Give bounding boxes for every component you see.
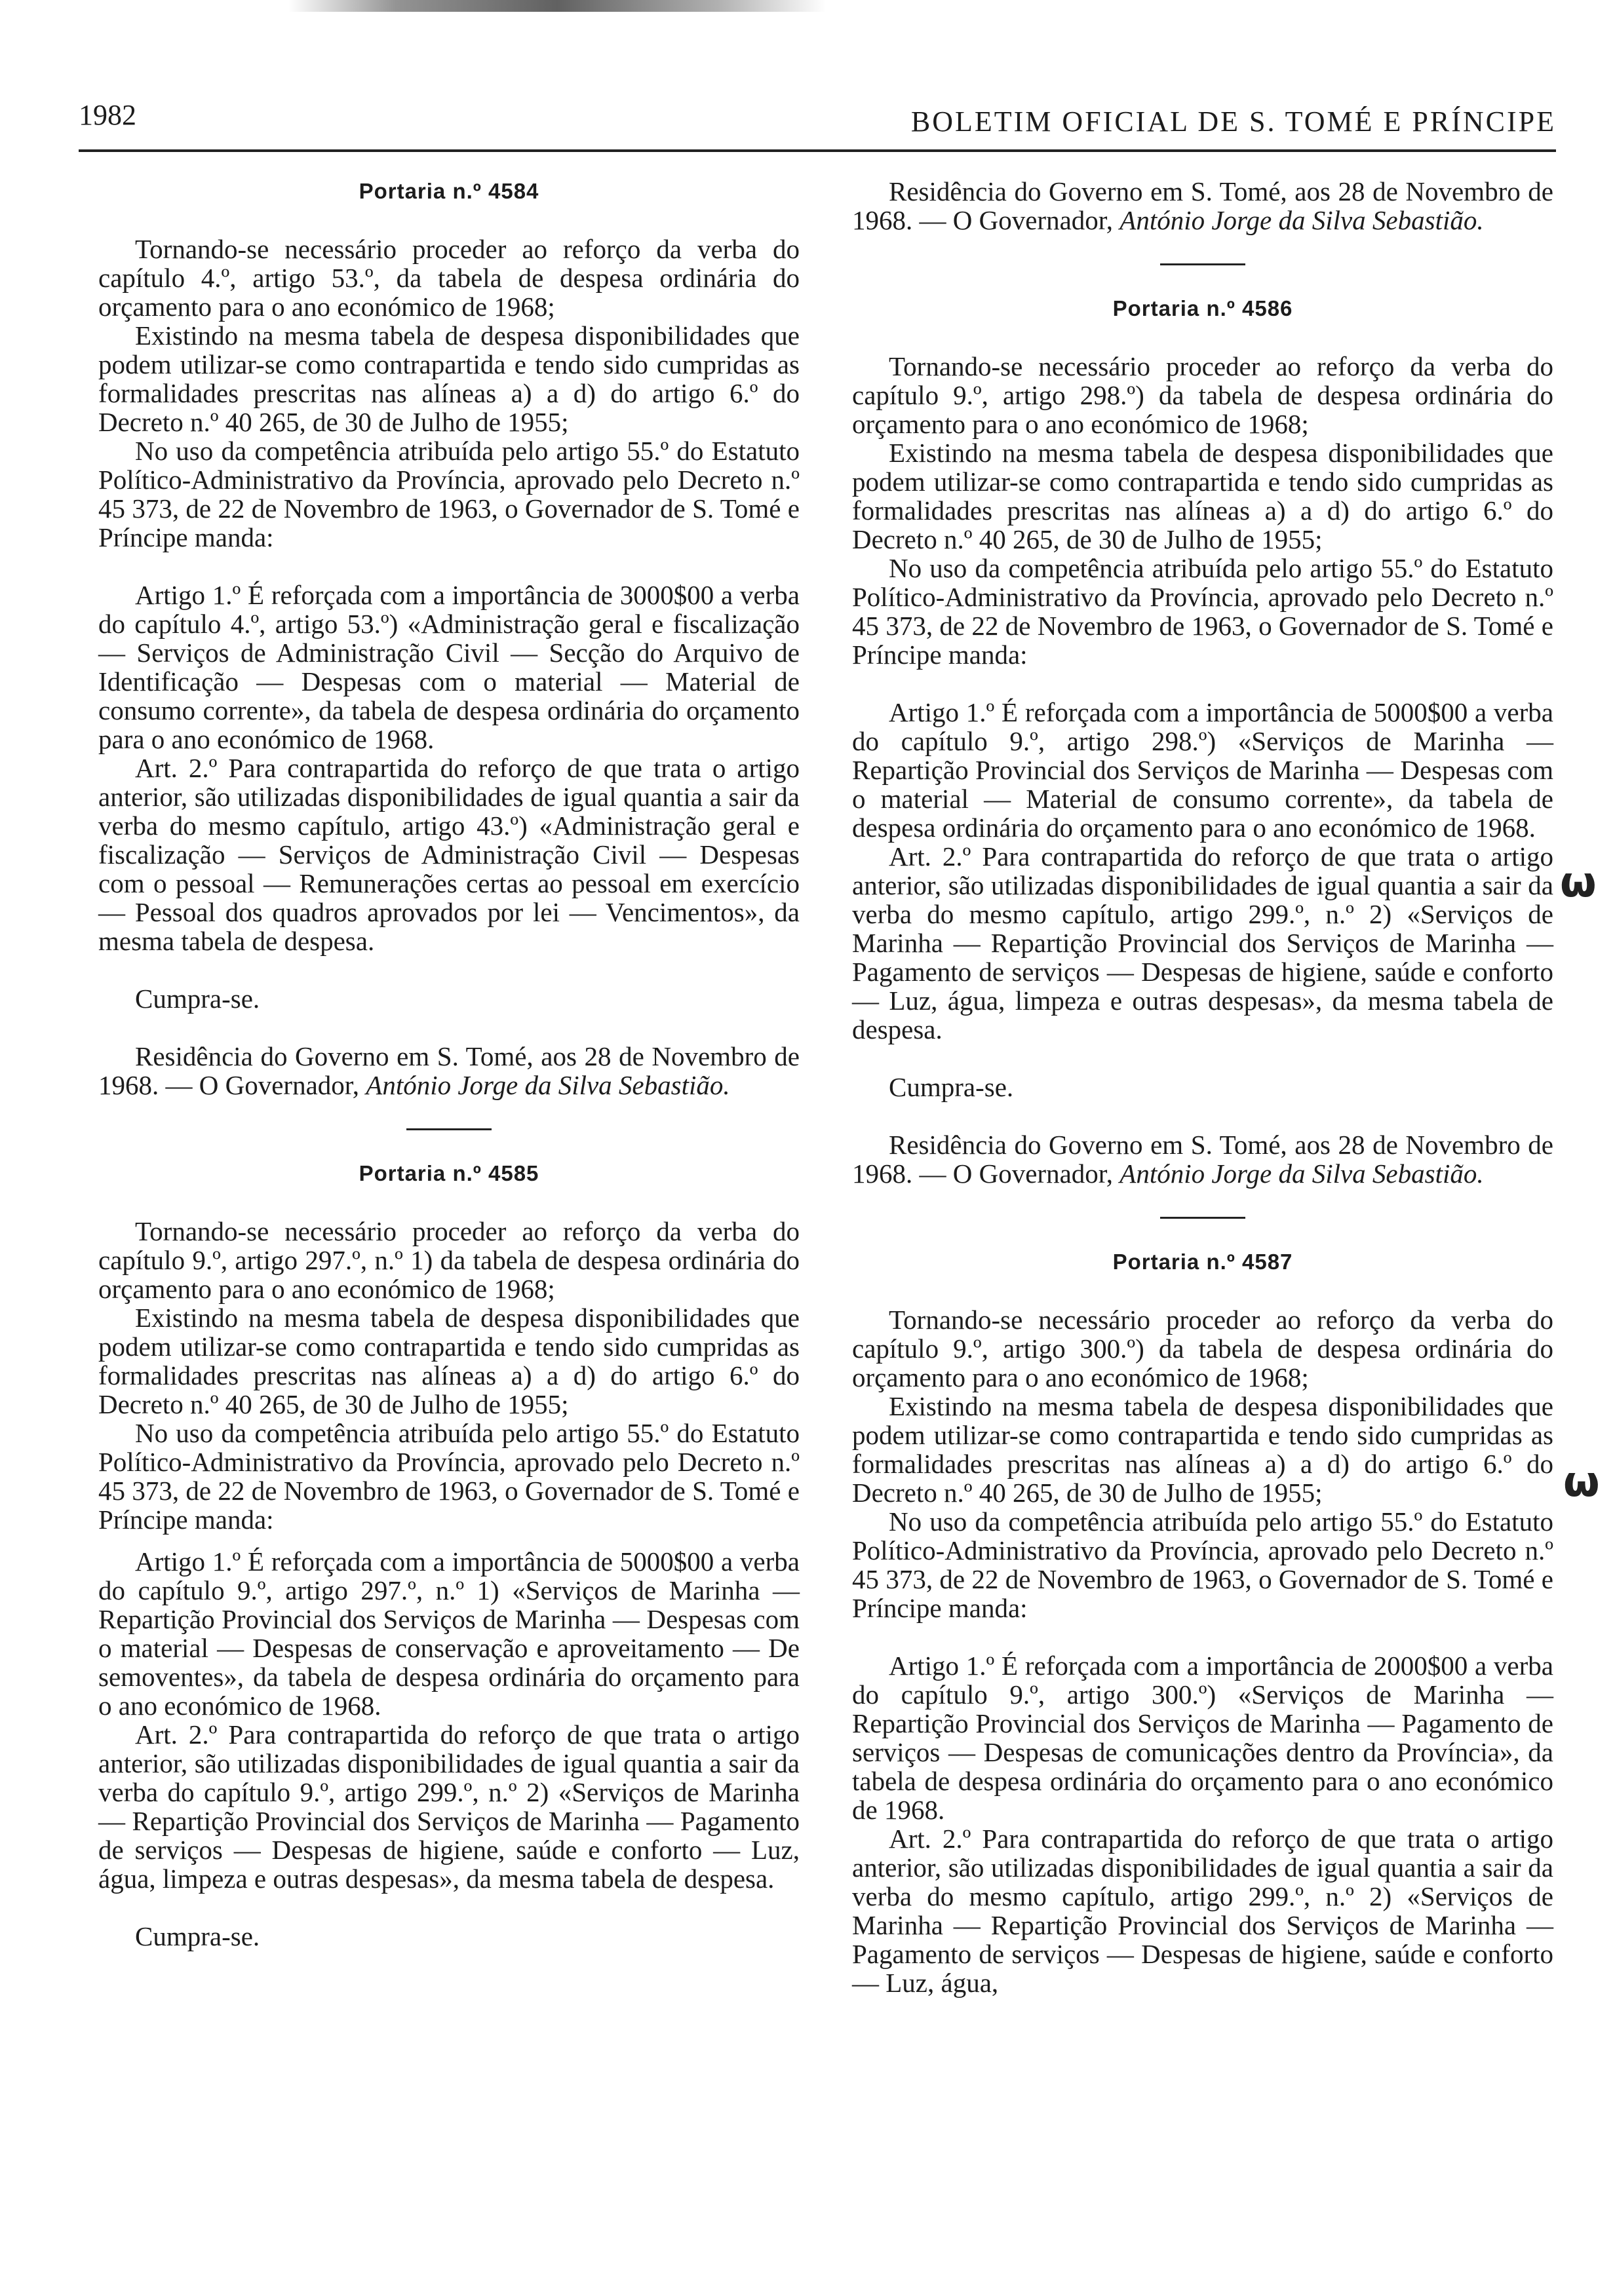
portaria-4587-article-2: Art. 2.º Para contrapartida do reforço de que trata o artigo anterior, são utilizadas disponibilidades de igual quantia a sair da verba do mesmo capítulo, artigo 299.º, n.º 2) «Serviços de Marinha — Repartição Provincial dos Serviços de Marinha — Pagamento de serviços — Despesas de higiene, saúde e conforto — Luz, água, — [852, 1824, 1553, 1998]
portaria-4585-title: Portaria n.º 4585 — [359, 1161, 539, 1185]
page-number: 1982 — [79, 99, 136, 131]
portaria-4584-title: Portaria n.º 4584 — [359, 179, 539, 203]
portaria-4584-closing-cont — [852, 177, 1553, 235]
governor-signature: António Jorge da Silva Sebastião. — [1119, 205, 1484, 235]
scan-artifact — [288, 0, 826, 12]
closing-text: Residência do Governo em S. Tomé, aos 28 de Novembro de 1968. — O Governador, — [852, 176, 1553, 235]
portaria-4587-article-1: Artigo 1.º É reforçada com a importância de 2000$00 a verba do capítulo 9.º, artigo 300.º) «Serviços de Marinha — Repartição Provincial dos Serviços de Marinha — Pagamento de serviços — Despesas de comunicações dentro da Província», da tabela de despesa ordinária do orçamento para o ano económico de 1968. — [852, 1651, 1553, 1825]
handwritten-margin-mark: ω — [1560, 858, 1597, 907]
portaria-4587-preamble-2: Existindo na mesma tabela de despesa disponibilidades que podem utilizar-se como contrapartida e tendo sido cumpridas as formalidades prescritas nas alíneas a) a d) do artigo 6.º do Decreto n.º 40 265, de 30 de Julho de 1955; — [852, 1391, 1553, 1508]
portaria-4587-title: Portaria n.º 4587 — [1112, 1250, 1293, 1274]
section-divider — [1160, 263, 1245, 265]
section-divider — [1160, 1217, 1245, 1219]
left-column — [98, 177, 800, 1951]
portaria-4584-article-1: Artigo 1.º É reforçada com a importância de 3000$00 a verba do capítulo 4.º, artigo 53.º) «Administração geral e fiscalização — Serviços de Administração Civil — Secção do Arquivo de Identificação — Despesas com o material — Material de consumo corrente», da tabela de despesa ordinária do orçamento para o ano económico de 1968. — [98, 580, 800, 754]
header-divider — [79, 149, 1556, 152]
handwritten-margin-mark: ω — [1563, 1458, 1600, 1506]
portaria-4585-article-2: Art. 2.º Para contrapartida do reforço de que trata o artigo anterior, são utilizadas disponibilidades de igual quantia a sair da verba do capítulo 9.º, artigo 299.º, n.º 2) «Serviços de Marinha — Repartição Provincial dos Serviços de Marinha — Pagamento de serviços — Despesas de higiene, saúde e conforto — Luz, água, limpeza e outras despesas», da mesma tabela de despesa. — [98, 1719, 800, 1894]
closing-text: Residência do Governo em S. Tomé, aos 28 de Novembro de 1968. — O Governador, — [98, 1041, 800, 1100]
portaria-4586-preamble-2: Existindo na mesma tabela de despesa disponibilidades que podem utilizar-se como contrapartida e tendo sido cumpridas as formalidades prescritas nas alíneas a) a d) do artigo 6.º do Decreto n.º 40 265, de 30 de Julho de 1955; — [852, 438, 1553, 554]
portaria-4586-preamble-3: No uso da competência atribuída pelo artigo 55.º do Estatuto Político-Administrativo da Província, aprovado pelo Decreto n.º 45 373, de 22 de Novembro de 1963, o Governador de S. Tomé e Príncipe manda: — [852, 553, 1553, 670]
portaria-4586-article-1: Artigo 1.º É reforçada com a importância de 5000$00 a verba do capítulo 9.º, artigo 298.º) «Serviços de Marinha — Repartição Provincial dos Serviços de Marinha — Despesas com o material — Material de consumo corrente», da tabela de despesa ordinária do orçamento para o ano económico de 1968. — [852, 697, 1553, 843]
portaria-4587-preamble-1: Tornando-se necessário proceder ao reforço da verba do capítulo 9.º, artigo 300.º) da tabela de despesa ordinária do orçamento para o ano económico de 1968; — [852, 1305, 1553, 1392]
portaria-4584-preamble-1: Tornando-se necessário proceder ao reforço da verba do capítulo 4.º, artigo 53.º, da tabela de despesa ordinária do orçamento para o ano económico de 1968; — [98, 234, 800, 322]
closing-text: Residência do Governo em S. Tomé, aos 28 de Novembro de 1968. — O Governador, — [852, 1130, 1553, 1189]
portaria-4587-preamble-3: No uso da competência atribuída pelo artigo 55.º do Estatuto Político-Administrativo da Província, aprovado pelo Decreto n.º 45 373, de 22 de Novembro de 1963, o Governador de S. Tomé e Príncipe manda: — [852, 1506, 1553, 1623]
portaria-4585-preamble-3: No uso da competência atribuída pelo artigo 55.º do Estatuto Político-Administrativo da Província, aprovado pelo Decreto n.º 45 373, de 22 de Novembro de 1963, o Governador de S. Tomé e Príncipe manda: — [98, 1418, 800, 1535]
journal-title: BOLETIM OFICIAL DE S. TOMÉ E PRÍNCIPE — [910, 105, 1556, 138]
portaria-4586-closing — [852, 1130, 1553, 1188]
right-column — [852, 177, 1553, 1997]
portaria-4586-cumpra: Cumpra-se. — [889, 1072, 1014, 1102]
portaria-4584-preamble-2: Existindo na mesma tabela de despesa disponibilidades que podem utilizar-se como contrapartida e tendo sido cumpridas as formalidades prescritas nas alíneas a) a d) do artigo 6.º do Decreto n.º 40 265, de 30 de Julho de 1955; — [98, 320, 800, 437]
portaria-4586-preamble-1: Tornando-se necessário proceder ao reforço da verba do capítulo 9.º, artigo 298.º) da tabela de despesa ordinária do orçamento para o ano económico de 1968; — [852, 351, 1553, 439]
portaria-4585-preamble-1: Tornando-se necessário proceder ao reforço da verba do capítulo 9.º, artigo 297.º, n.º 1) da tabela de despesa ordinária do orçamento para o ano económico de 1968; — [98, 1216, 800, 1304]
governor-signature: António Jorge da Silva Sebastião. — [366, 1070, 730, 1100]
portaria-4584-closing — [98, 1042, 800, 1100]
portaria-4584-article-2: Art. 2.º Para contrapartida do reforço de que trata o artigo anterior, são utilizadas disponibilidades de igual quantia a sair da verba do mesmo capítulo, artigo 43.º) «Administração geral e fiscalização — Serviços de Administração Civil — Despesas com o pessoal — Remunerações certas ao pessoal em exercício — Pessoal dos quadros aprovados por lei — Vencimentos», da mesma tabela de despesa. — [98, 753, 800, 956]
portaria-4585-preamble-2: Existindo na mesma tabela de despesa disponibilidades que podem utilizar-se como contrapartida e tendo sido cumpridas as formalidades prescritas nas alíneas a) a d) do artigo 6.º do Decreto n.º 40 265, de 30 de Julho de 1955; — [98, 1303, 800, 1419]
portaria-4586-title: Portaria n.º 4586 — [1112, 296, 1293, 320]
section-divider — [406, 1128, 492, 1130]
portaria-4584-preamble-3: No uso da competência atribuída pelo artigo 55.º do Estatuto Político-Administrativo da Província, aprovado pelo Decreto n.º 45 373, de 22 de Novembro de 1963, o Governador de S. Tomé e Príncipe manda: — [98, 436, 800, 552]
portaria-4586-article-2: Art. 2.º Para contrapartida do reforço de que trata o artigo anterior, são utilizadas disponibilidades de igual quantia a sair da verba do mesmo capítulo, artigo 299.º, n.º 2) «Serviços de Marinha — Repartição Provincial dos Serviços de Marinha — Pagamento de serviços — Despesas de higiene, saúde e conforto — Luz, água, limpeza e outras despesas», da mesma tabela de despesa. — [852, 841, 1553, 1044]
portaria-4585-cumpra: Cumpra-se. — [135, 1921, 260, 1951]
governor-signature: António Jorge da Silva Sebastião. — [1119, 1158, 1484, 1189]
portaria-4584-cumpra: Cumpra-se. — [135, 984, 260, 1014]
portaria-4585-article-1: Artigo 1.º É reforçada com a importância de 5000$00 a verba do capítulo 9.º, artigo 297.º, n.º 1) «Serviços de Marinha — Repartição Provincial dos Serviços de Marinha — Despesas com o material — Despesas de conservação e aproveitamento — De semoventes», da tabela de despesa ordinária do orçamento para o ano económico de 1968. — [98, 1546, 800, 1721]
